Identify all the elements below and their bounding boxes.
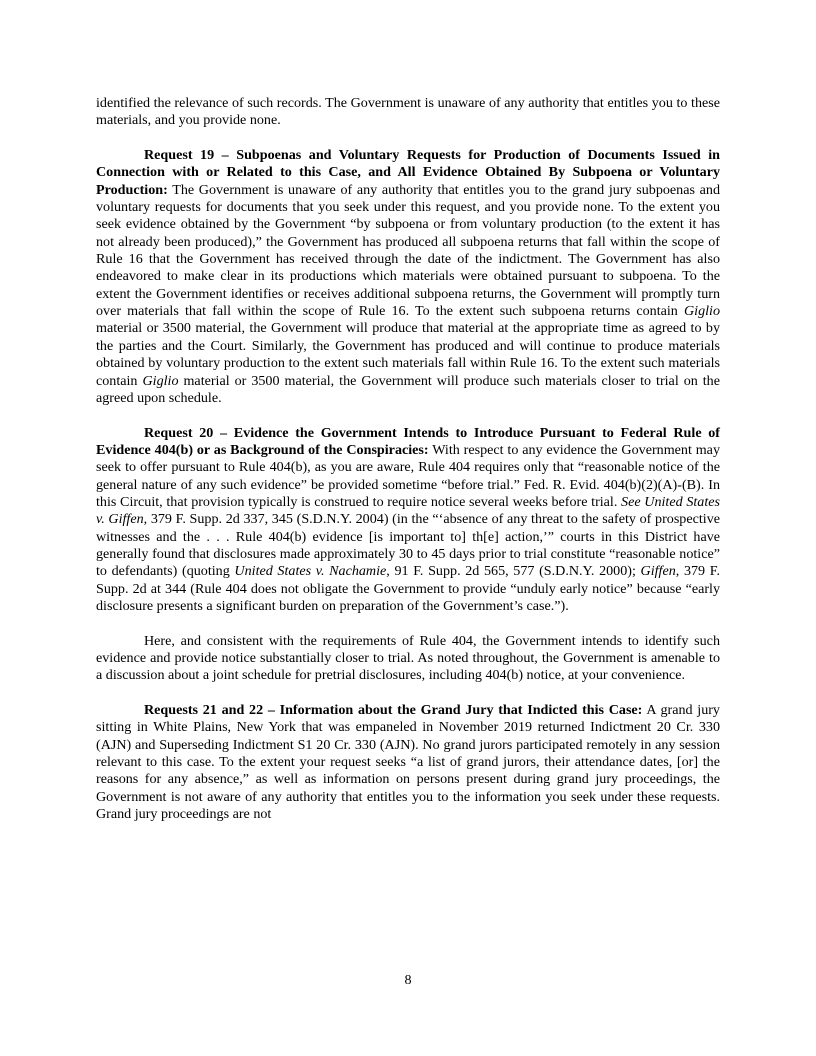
case-name-italic: Giglio (142, 372, 179, 389)
paragraph-request-20 (96, 425, 720, 616)
text-segment: material or 3500 material, the Government will produce such materials closer to trial on the agreed upon schedule. (96, 372, 720, 406)
request-20-heading: Request 20 – Evidence the Government Intends to Introduce Pursuant to Federal Rule of Evidence 404(b) or as Background of the Conspiracies: (96, 424, 720, 458)
text-segment: With respect to any evidence the Government may seek to offer pursuant to Rule 404(b), as you are aware, Rule 404 requires only that “reasonable notice of the general nature of any such evidence” be provided sometime “before trial.” Fed. R. Evid. 404(b)(2)(A)-(B). In this Circuit, that provision typically is construed to require notice several weeks before trial. (96, 441, 720, 510)
text-segment: A grand jury sitting in White Plains, New York that was empaneled in November 2019 returned Indictment 20 Cr. 330 (AJN) and Superseding Indictment S1 20 Cr. 330 (AJN). No grand jurors participated remotely in any session relevant to this case. To the extent your request seeks “a list of grand jurors, their attendance dates, [or] the reasons for any absence,” as well as information on persons present during grand jury proceedings, the Government is not aware of any authority that entitles you to the information you seek under these requests. Grand jury proceedings are not (96, 702, 720, 823)
request-19-heading: Request 19 – Subpoenas and Voluntary Requests for Production of Documents Issued in Connection with or Related to this Case, and All Evidence Obtained By Subpoena or Voluntary Production: (96, 147, 720, 198)
requests-21-22-heading: Requests 21 and 22 – Information about the Grand Jury that Indicted this Case: (144, 702, 643, 719)
text-segment: The Government is unaware of any authority that entitles you to the grand jury subpoenas and voluntary requests for documents that you seek under this request, and you provide none. To the extent you seek evidence obtained by the Government “by subpoena or from voluntary production (to the extent it has not already been produced),” the Government has produced all subpoena returns that fall within the scope of Rule 16 that the Government has received through the date of the indictment. The Government has also endeavored to make clear in its productions which materials were obtained pursuant to subpoena. To the extent the Government identifies or receives additional subpoena returns, the Government will promptly turn over materials that fall within the scope of Rule 16. To the extent such subpoena returns contain (96, 181, 720, 320)
text-segment: identified the relevance of such records. The Government is unaware of any authority that entitles you to these materials, and you provide none. (96, 95, 720, 129)
case-name-italic: Giglio (683, 303, 720, 320)
page-number: 8 (404, 972, 412, 988)
paragraph-requests-21-22 (96, 702, 720, 823)
citation-italic: Giffen (640, 563, 676, 580)
citation-italic: United States v. Nachamie (234, 563, 387, 580)
text-segment: Here, and consistent with the requirements of Rule 404, the Government intends to identify such evidence and provide notice substantially closer to trial. As noted throughout, the Government is amenable to a discussion about a joint schedule for pretrial disclosures, including 404(b) notice, at your convenience. (96, 632, 720, 684)
text-segment: , 379 F. Supp. 2d 337, 345 (S.D.N.Y. 2004) (in the “‘absence of any threat to the safety of prospective witnesses and the . . . Rule 404(b) evidence [is important to] th[e] action,’” courts in this District have generally found that disclosures made approximately 30 to 45 days prior to trial constitute “reasonable notice” to defendants) (quoting (96, 511, 720, 580)
text-segment: , 91 F. Supp. 2d 565, 577 (S.D.N.Y. 2000); (386, 563, 641, 580)
text-segment: material or 3500 material, the Government will produce that material at the appropriate time as agreed to by the parties and the Court. Similarly, the Government has produced and will continue to produce materials obtained by voluntary production to the extent such materials fall within Rule 16. To the extent such materials contain (96, 320, 720, 389)
paragraph-request-19 (96, 147, 720, 407)
citation-italic: See United States v. Giffen (96, 493, 720, 528)
text-segment: , 379 F. Supp. 2d at 344 (Rule 404 does not obligate the Government to provide “unduly early notice” because “early disclosure presents a significant burden on preparation of the Government’s case.”). (96, 563, 720, 614)
paragraph-continuation (96, 95, 720, 130)
paragraph-request-20-followup (96, 633, 720, 685)
document-page (96, 95, 720, 823)
